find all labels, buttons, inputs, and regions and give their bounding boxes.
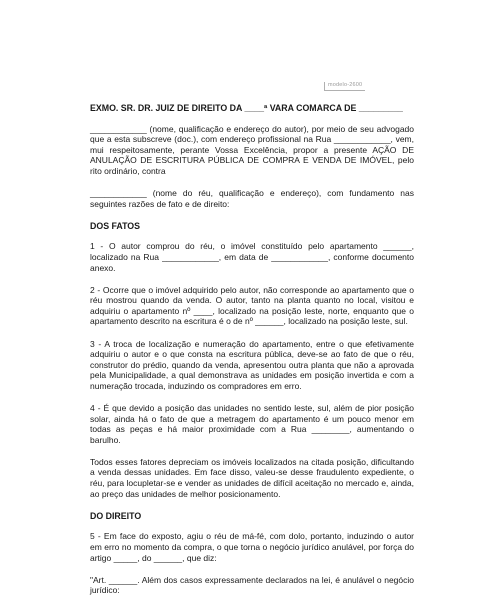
section-heading-law: DO DIREITO — [90, 510, 142, 521]
intro-paragraph-defendant: ____________ (nome do réu, qualificação e endereço), com fundamento nas seguintes razões de fato e de direito: — [90, 188, 414, 209]
facts-paragraph-3: 3 - A troca de localização e numeração do apartamento, entre o que efetivamente adquiriu o autor e o que consta na escritura pública, deve-se ao fato de que o réu, construtor do prédio, quando da venda, apresentou outra planta que não a aprovada pela Municipalidade, a qual demonstrava as unidades em posição invertida e com a numeração trocada, induzindo os compradores em erro. — [90, 338, 414, 391]
facts-paragraph-4: 4 - É que devido a posição das unidades no sentido leste, sul, além de pior posição solar, ainda há o fato de que a metragem do apartamento é um pouco menor em todas as peças e há maior proximidade com a Rua ________, aumentando o barulho. — [90, 402, 414, 445]
document-stamp: modelo-2600 — [324, 82, 365, 91]
facts-paragraph-5: Todos esses fatores depreciam os imóveis localizados na citada posição, dificultando a venda dessas unidades. Em face disso, valeu-se desse fraudulento expediente, o réu, para locupletar-se e vender as unidades de difícil aceitação no mercado e, ainda, ao preço das unidades de melhor posicionamento. — [90, 456, 414, 499]
petition-body — [90, 103, 414, 607]
law-paragraph-1: 5 - Em face do exposto, agiu o réu de má-fé, com dolo, portanto, induzindo o autor em erro no momento da compra, o que torna o negócio jurídico anulável, por força do artigo _____, do ______, que diz: — [90, 531, 414, 563]
section-heading-facts: DOS FATOS — [90, 220, 141, 231]
law-paragraph-2: "Art. ______. Além dos casos expressamente declarados na lei, é anulável o negócio jurídico: — [90, 574, 414, 596]
court-address-header: EXMO. SR. DR. JUIZ DE DIREITO DA ____ª VARA COMARCA DE _________ — [90, 103, 403, 113]
intro-paragraph-author: ____________ (nome, qualificação e endereço do autor), por meio de seu advogado que a esta subscreve (doc.), com endereço profissional na Rua ____________, vem, mui respeitosamente, perante Vossa Excelência, propor a presente AÇÃO DE ANULAÇÃO DE ESCRITURA PÚBLICA DE COMPRA E VENDA DE IMÓVEL, pelo rito ordinário, contra — [90, 123, 414, 176]
facts-paragraph-2: 2 - Ocorre que o imóvel adquirido pelo autor, não corresponde ao apartamento que o réu mostrou quando da venda. O autor, tanto na planta quanto no local, visitou e adquiriu o apartamento nº ____, localizado na posição leste, norte, enquanto que o apartamento descrito na escritura é o de nº ______, localizado na posição leste, sul. — [90, 284, 414, 327]
facts-paragraph-1: 1 - O autor comprou do réu, o imóvel constituído pelo apartamento ______, localizado na Rua ____________, em data de ____________, conforme documento anexo. — [90, 241, 414, 273]
